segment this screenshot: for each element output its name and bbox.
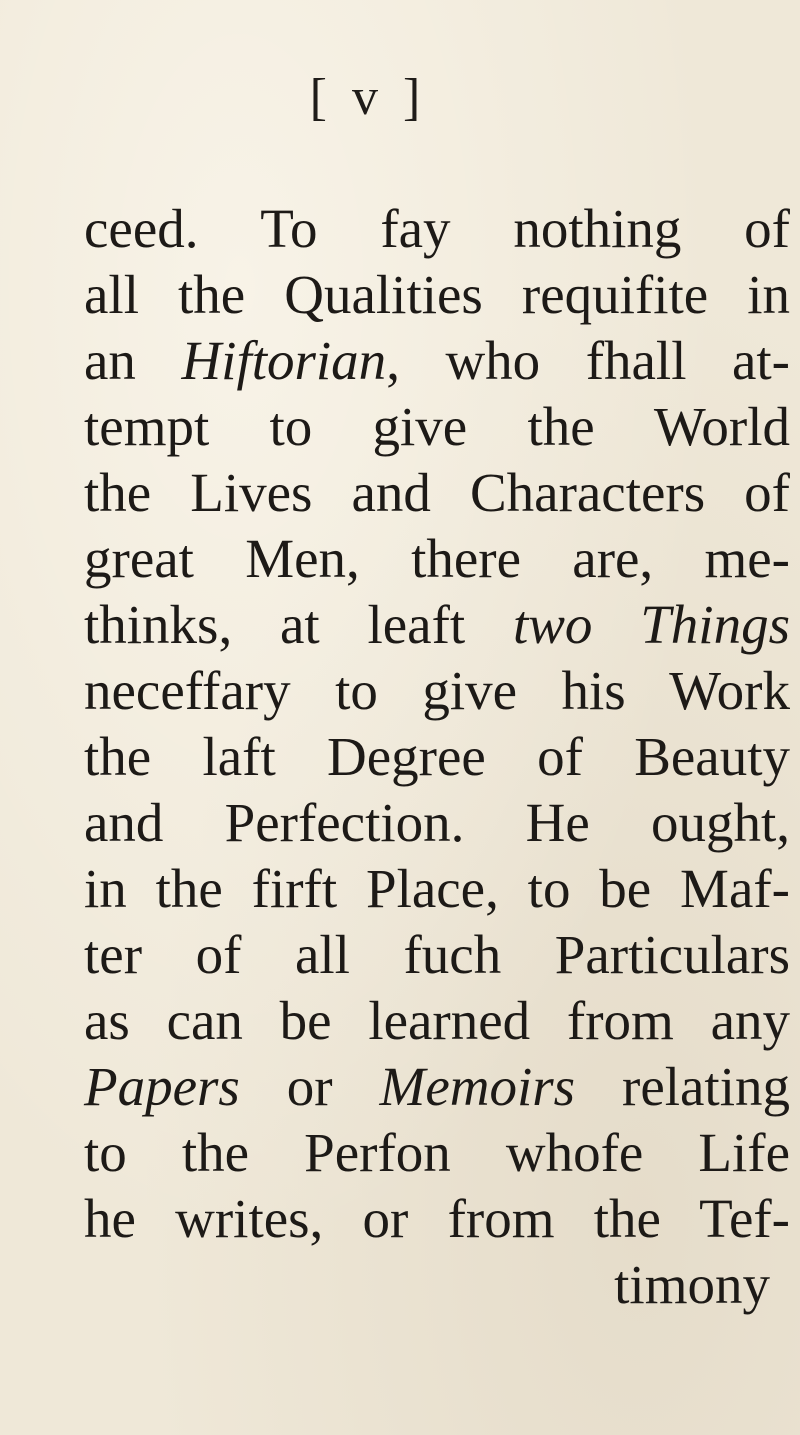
text-segment: all the Qualities requifite in [84,264,790,325]
text-line-2 [84,262,790,328]
text-line-11 [84,856,790,922]
text-line-12 [84,922,790,988]
text-line-14 [84,1054,790,1120]
text-segment: ceed. To fay nothing of [84,198,790,259]
text-segment: and Perfection. He ought, [84,792,790,853]
text-segment: , who fhall at- [386,330,790,391]
text-line-1 [84,196,790,262]
text-segment: thinks, at leaft [84,594,513,655]
text-line-15 [84,1120,790,1186]
text-line-16 [84,1186,790,1252]
text-line-10 [84,790,790,856]
text-segment: great Men, there are, me- [84,528,790,589]
text-line-13 [84,988,790,1054]
text-line-5 [84,460,790,526]
italic-segment: two Things [512,594,790,655]
text-segment: relating [575,1056,790,1117]
text-line-7 [84,592,790,658]
text-segment: the laft Degree of Beauty [84,726,790,787]
text-segment: the Lives and Characters of [84,462,790,523]
text-line-4 [84,394,790,460]
text-line-9 [84,724,790,790]
text-line-6 [84,526,790,592]
text-segment: neceffary to give his Work [84,660,790,721]
text-segment: as can be learned from any [84,990,790,1051]
text-segment: ter of all fuch Particulars [84,924,790,985]
catchword: timony [614,1254,770,1315]
text-segment: he writes, or from the Tef- [84,1188,790,1249]
italic-segment: Memoirs [379,1056,576,1117]
text-segment: or [239,1056,380,1117]
text-line-3 [84,328,790,394]
page-number: [ v ] [309,69,427,126]
italic-segment: Papers [84,1056,240,1117]
text-segment: an [84,330,182,391]
text-line-8 [84,658,790,724]
italic-segment: Hiftorian [181,330,387,391]
text-segment: to the Perfon whofe Life [84,1122,790,1183]
text-segment: in the firft Place, to be Maf- [84,858,790,919]
text-segment: tempt to give the World [84,396,790,457]
